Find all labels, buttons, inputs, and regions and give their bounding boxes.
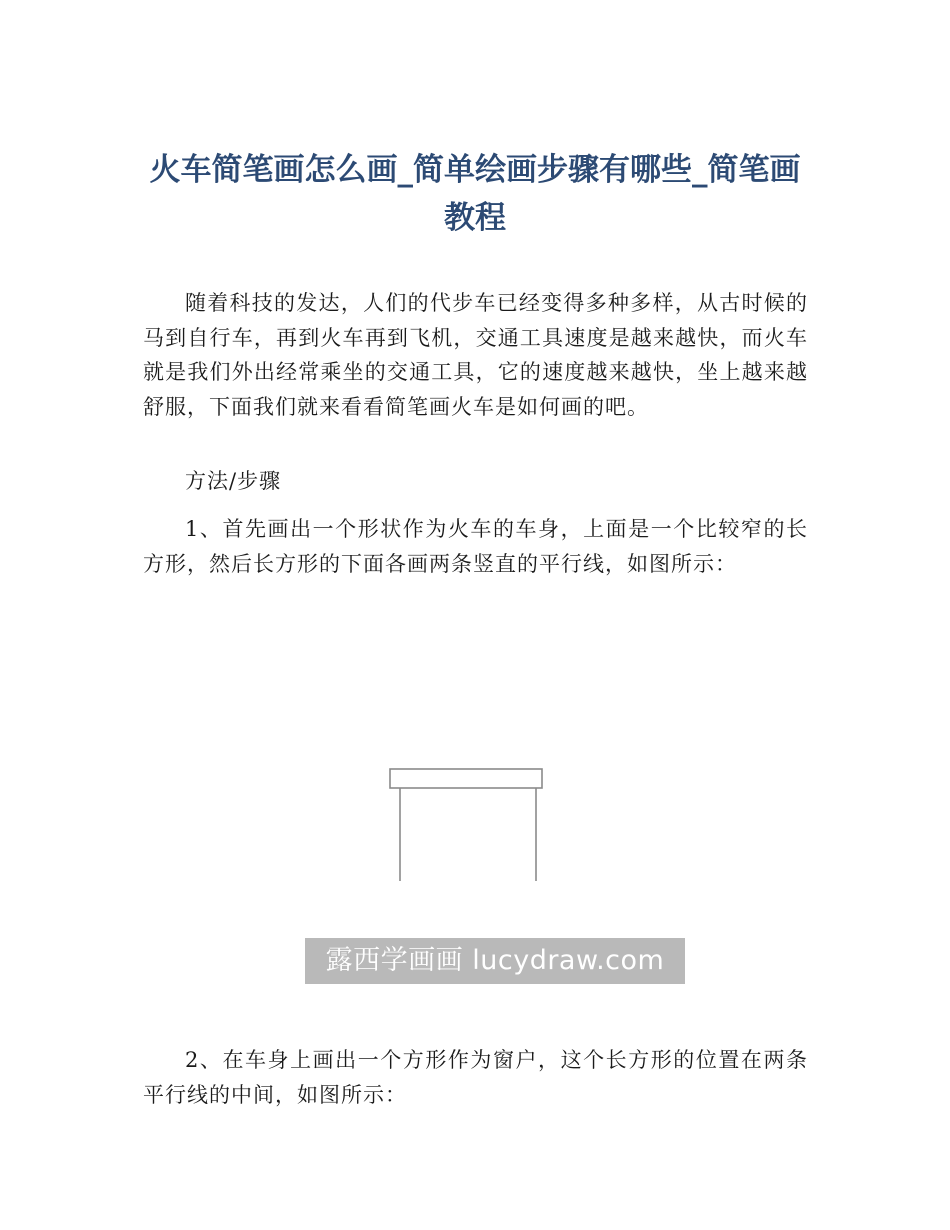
step-1-paragraph: 1、首先画出一个形状作为火车的车身，上面是一个比较窄的长方形，然后长方形的下面各画两条竖直的平行线，如图所示： (143, 517, 808, 576)
method-heading: 方法/步骤 (185, 469, 282, 493)
step-2-paragraph: 2、在车身上画出一个方形作为窗户，这个长方形的位置在两条平行线的中间，如图所示： (143, 1048, 808, 1107)
train-roof-rectangle (390, 769, 542, 788)
page-title: 火车简笔画怎么画_简单绘画步骤有哪些_简笔画教程 (149, 152, 801, 236)
intro-paragraph: 随着科技的发达，人们的代步车已经变得多种多样，从古时候的马到自行车，再到火车再到飞机，交通工具速度是越来越快，而火车就是我们外出经常乘坐的交通工具，它的速度越来越快，坐上越来越舒服，下面我们就来看看简笔画火车是如何画的吧。 (143, 291, 808, 419)
watermark-banner: 露西学画画 lucydraw.com (305, 938, 685, 984)
step-1-figure (300, 756, 690, 986)
train-body-sketch (300, 756, 690, 936)
